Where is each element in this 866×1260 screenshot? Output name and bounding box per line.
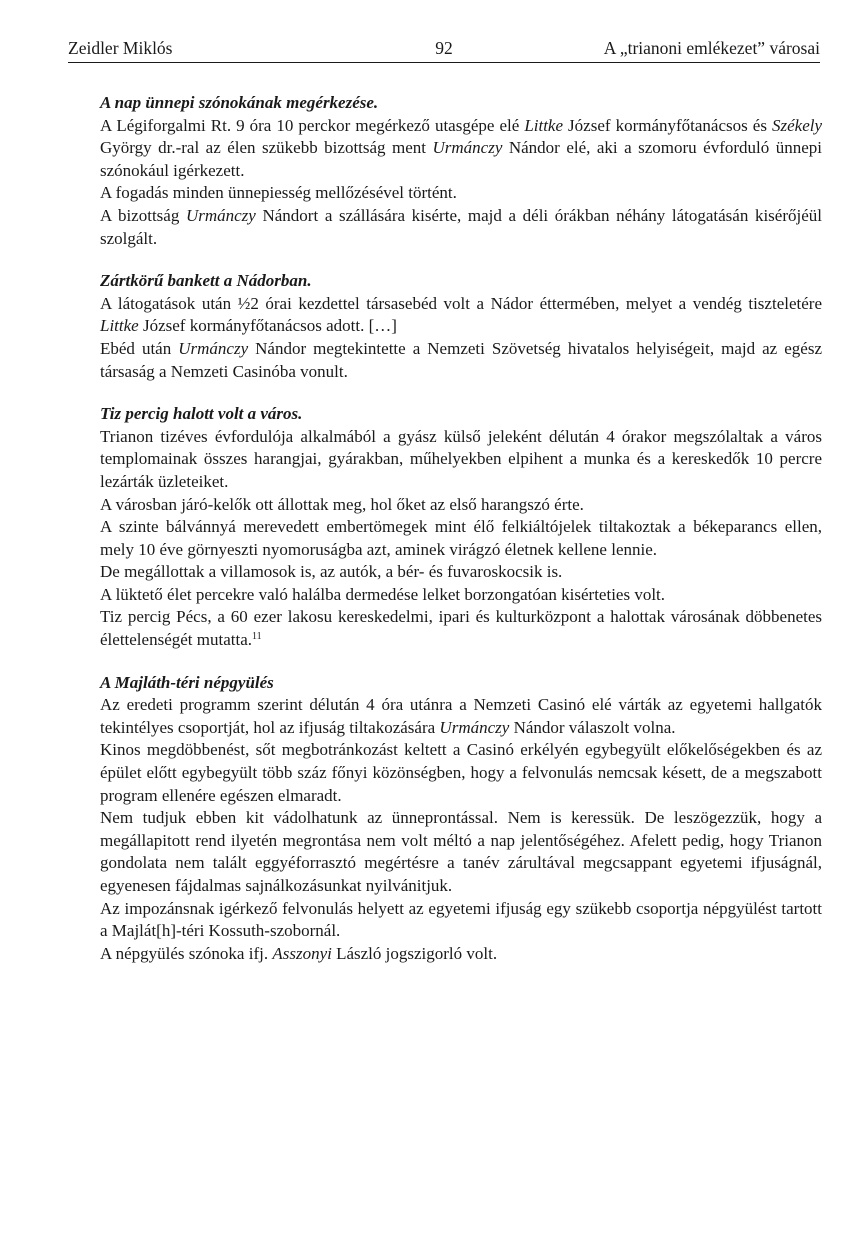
italic-name: Urmánczy xyxy=(185,205,256,225)
italic-name: Székely xyxy=(771,115,823,135)
paragraph: Ebéd után Urmánczy Nándor megtekintette a Nemzeti Szövetség hivatalos helyiségeit, majd az egész társaság a Nemzeti Casinóba vonult. xyxy=(100,338,823,381)
italic-name: Urmánczy xyxy=(178,338,249,358)
paragraph: A látogatások után ½2 órai kezdettel társasebéd volt a Nádor éttermében, melyet a vendég tiszteletére Littke József kormányfőtanácsos adott. […] xyxy=(100,293,822,336)
italic-name: Urmánczy xyxy=(439,717,510,737)
paragraph: De megállottak a villamosok is, az autók, a bér- és fuvaroskocsik is. xyxy=(100,562,563,582)
paragraph: A lüktető élet percekre való halálba dermedése lelket borzongatóan kisérteties volt. xyxy=(100,584,666,604)
italic-name: Littke xyxy=(100,316,139,336)
paragraph: A bizottság Urmánczy Nándort a szállására kisérte, majd a déli órákban néhány látogatásán kisérőjéül szolgált. xyxy=(100,205,822,248)
paragraph: Nem tudjuk ebben kit vádolhatunk az ünneprontással. Nem is keressük. De leszögezzük, hogy a megállapitott rend ilyetén megrontása nem volt méltó a nap jelentőségéhez. Afelett pedig, hogy Trianon gondolata nem talált eggyéforrasztó megértésre a tanév zárultával megcsappant egyetemi ifjuságnál, egyenesen fájdalmas sajnálkozásunkat nyilvánitjuk. xyxy=(100,808,822,895)
paragraph: A városban járó-kelők ott állottak meg, hol őket az első harangszó érte. xyxy=(100,494,584,514)
paragraph: A népgyülés szónoka ifj. Asszonyi László jogszigorló volt. xyxy=(100,943,498,963)
section-title: Zártkörű bankett a Nádorban. xyxy=(100,271,312,291)
header-author: Zeidler Miklós xyxy=(68,38,173,58)
paragraph: Trianon tizéves évfordulója alkalmából a gyász külső jeleként délután 4 órakor megszólaltak a város templomainak összes harangjai, gyárakban, műhelyekben elpihent a munka és a kereskedők 10 percre lezárták üzleteiket. xyxy=(100,426,822,491)
running-header xyxy=(68,34,820,63)
paragraph: Kinos megdöbbenést, sőt megbotránkozást keltett a Casinó erkélyén egybegyült előkelőségekben és az épület előtt egybegyült több száz főnyi közönségben, hogy a felvonulás nemcsak késett, de a megszabott program ellenére egészen elmaradt. xyxy=(100,740,822,805)
section-title: Tiz percig halott volt a város. xyxy=(100,404,303,424)
page-number: 92 xyxy=(435,38,453,58)
italic-name: Littke xyxy=(524,115,564,135)
header-book-title: A „trianoni emlékezet” városai xyxy=(603,38,820,58)
section-title: A nap ünnepi szónokának megérkezése. xyxy=(100,93,379,112)
paragraph: Az eredeti programm szerint délután 4 óra utánra a Nemzeti Casinó elé várták az egyetemi hallgatók tekintélyes csoportját, hol az ifjuság tiltakozására Urmánczy Nándor válaszolt volna. xyxy=(100,695,822,737)
footnote-ref[interactable]: 11 xyxy=(252,631,262,643)
section-gap xyxy=(100,383,822,403)
paragraph: Az impozánsnak igérkező felvonulás helyett az egyetemi ifjuság egy szükebb csoportja népgyülést tartott a Majlát[h]-téri Kossuth-szobornál. xyxy=(100,898,822,941)
page-body xyxy=(100,92,822,965)
section-gap xyxy=(100,250,822,270)
paragraph: A fogadás minden ünnepiesség mellőzésével történt. xyxy=(100,183,457,203)
italic-name: Asszonyi xyxy=(272,943,332,963)
paragraph: A Légiforgalmi Rt. 9 óra 10 perckor megérkező utasgépe elé Littke József kormányfőtanácsos és Székely György dr.-ral az élen szükebb bizottság ment Urmánczy Nándor elé, aki a szomoru évforduló ünnepi szónokául igérkezett. xyxy=(100,115,823,180)
paragraph: A szinte bálvánnyá merevedett embertömegek mint élő felkiáltójelek tiltakoztak a békeparancs ellen, mely 10 éve görnyeszti nyomoruságba azt, aminek virágzó életnek kellene lennie. xyxy=(100,517,822,559)
section-gap xyxy=(100,652,822,672)
section-title: A Majláth-téri népgyülés xyxy=(100,672,274,692)
paragraph: Tiz percig Pécs, a 60 ezer lakosu kereskedelmi, ipari és kulturközpont a halottak városának döbbenetes élettelenségét mutatta.$^{11}$ xyxy=(100,607,822,650)
italic-name: Urmánczy xyxy=(432,138,503,158)
